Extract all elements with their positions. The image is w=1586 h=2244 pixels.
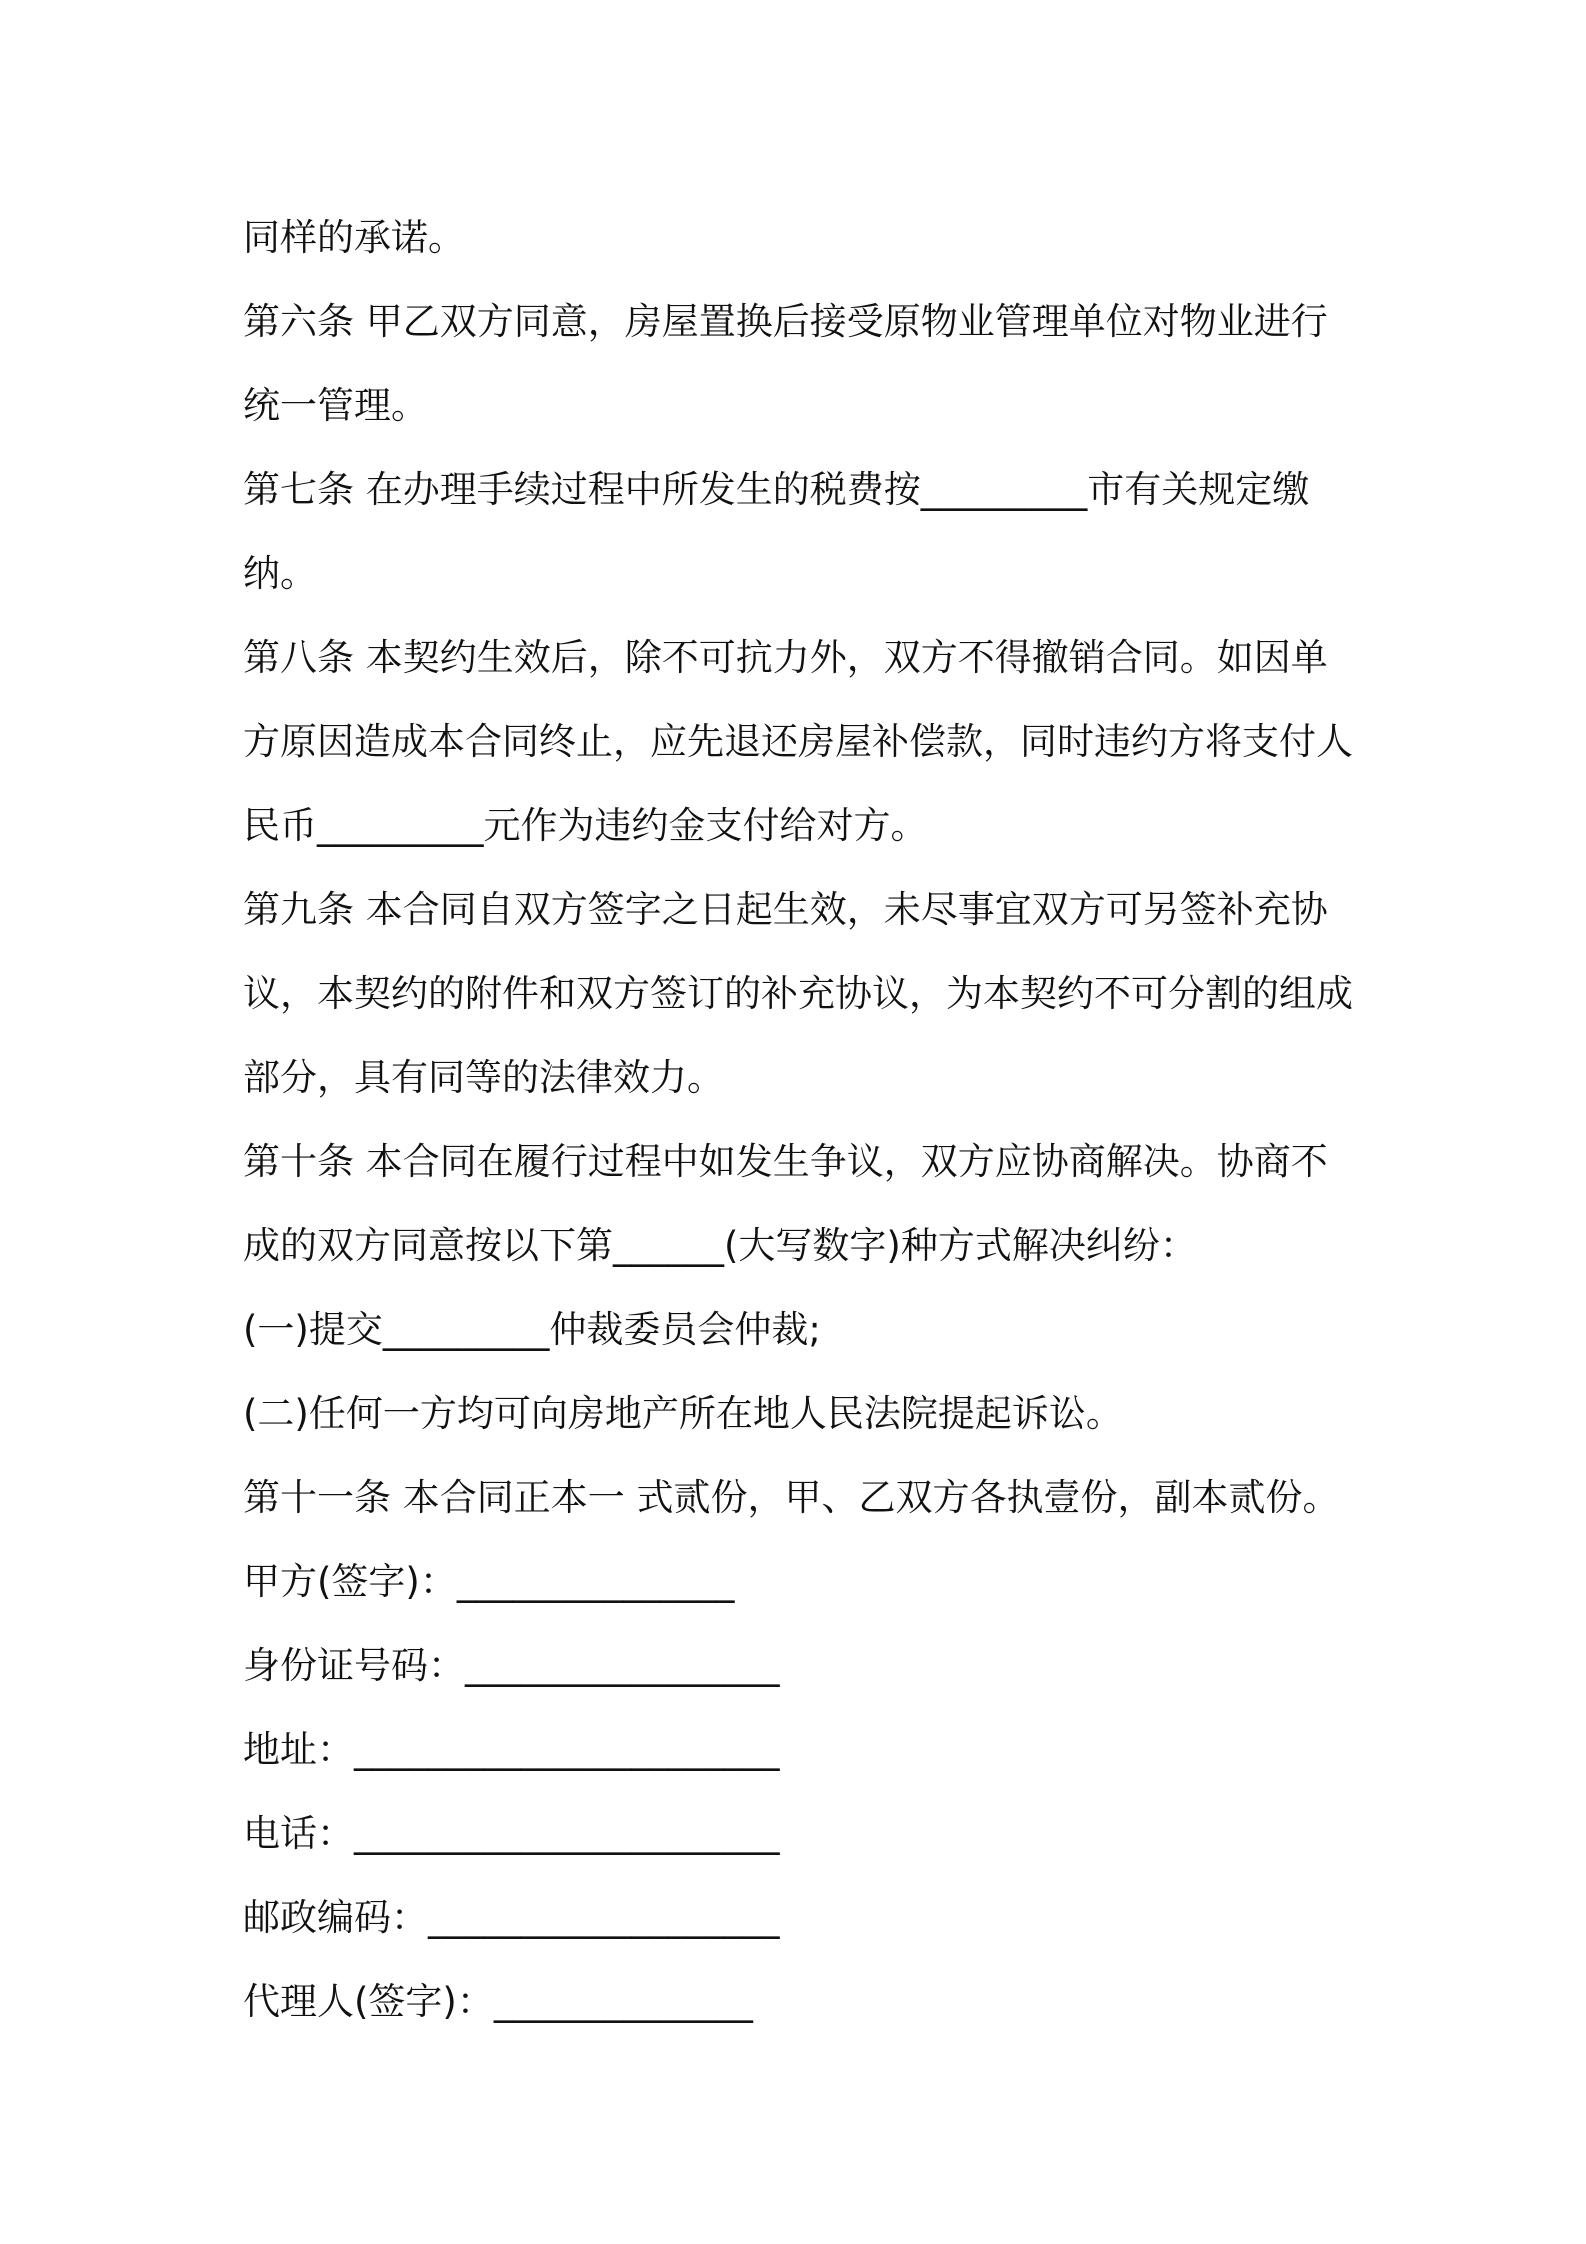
clause-8-line-2: 方原因造成本合同终止，应先退还房屋补偿款，同时违约方将支付人	[243, 720, 1353, 763]
clause-11: 第十一条 本合同正本一 式贰份，甲、乙双方各执壹份，副本贰份。	[243, 1476, 1340, 1519]
clause-9-line-3: 部分，具有同等的法律效力。	[243, 1056, 724, 1099]
clause-8-line-1: 第八条 本契约生效后，除不可抗力外，双方不得撤销合同。如因单	[243, 636, 1328, 679]
address-field: 地址：_______________________	[243, 1728, 780, 1771]
clause-6-line-1: 第六条 甲乙双方同意，房屋置换后接受原物业管理单位对物业进行	[243, 300, 1328, 343]
party-a-signature-field: 甲方(签字)：_______________	[243, 1560, 735, 1603]
paragraph-line: 同样的承诺。	[243, 216, 465, 259]
clause-9-line-1: 第九条 本合同自双方签字之日起生效，未尽事宜双方可另签补充协	[243, 888, 1328, 931]
postal-code-field: 邮政编码：___________________	[243, 1896, 780, 1939]
clause-10-line-2: 成的双方同意按以下第______(大写数字)种方式解决纠纷：	[243, 1224, 1197, 1267]
dispute-option-2: (二)任何一方均可向房地产所在地人民法院提起诉讼。	[243, 1392, 1123, 1435]
agent-signature-field: 代理人(签字)：______________	[243, 1980, 753, 2023]
clause-8-line-3: 民币_________元作为违约金支付给对方。	[243, 804, 928, 847]
dispute-option-1: (一)提交_________仲裁委员会仲裁;	[243, 1308, 821, 1351]
clause-6-line-2: 统一管理。	[243, 384, 428, 427]
clause-7-line-1: 第七条 在办理手续过程中所发生的税费按_________市有关规定缴	[243, 468, 1310, 511]
clause-7-line-2: 纳。	[243, 552, 317, 595]
id-number-field: 身份证号码：_________________	[243, 1644, 780, 1687]
clause-10-line-1: 第十条 本合同在履行过程中如发生争议，双方应协商解决。协商不	[243, 1140, 1328, 1183]
phone-field: 电话：_______________________	[243, 1812, 780, 1855]
document-body	[243, 196, 1363, 2044]
clause-9-line-2: 议，本契约的附件和双方签订的补充协议，为本契约不可分割的组成	[243, 972, 1353, 1015]
